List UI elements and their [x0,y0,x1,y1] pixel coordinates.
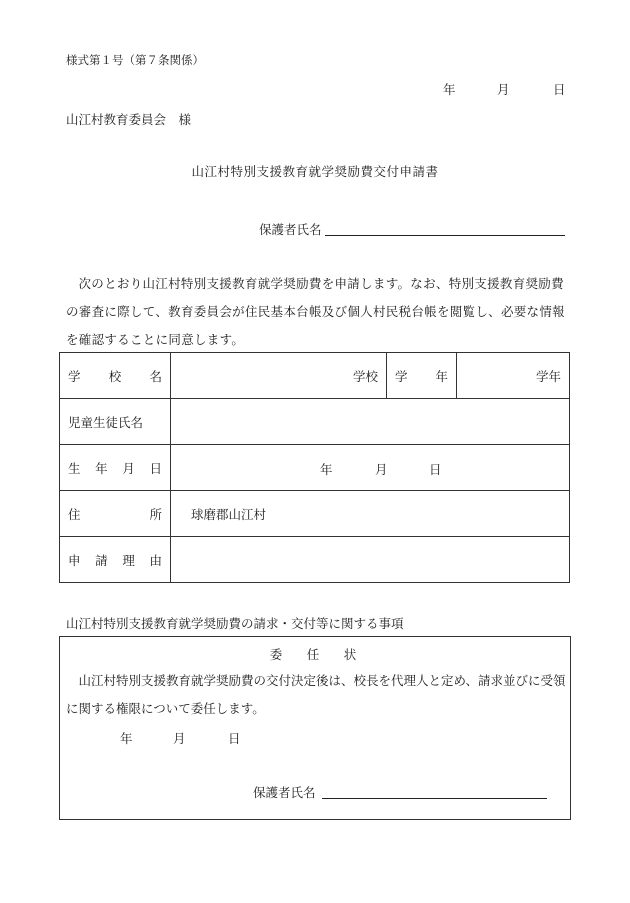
grade-label-char: 年 [435,368,448,384]
school-suffix: 学校 [352,368,378,384]
table-row [60,491,570,537]
birth-month-label: 月 [375,461,388,477]
proxy-day-label: 日 [228,731,241,746]
school-label-char: 校 [108,368,122,384]
reason-label-char: 理 [122,552,135,568]
student-name-label [60,399,171,445]
address-label-char: 所 [149,506,162,522]
proxy-month-label: 月 [173,731,186,746]
birth-year-label: 年 [320,461,333,477]
student-name-field[interactable] [171,399,570,445]
school-label [60,353,171,399]
page-title: 山江村特別支援教育就学奨励費交付申請書 [191,164,439,179]
table-row [60,353,570,399]
reason-label [60,537,171,583]
proxy-guardian-name-label: 保護者氏名 [253,785,316,800]
address-label-char: 住 [68,506,81,522]
date-year-label: 年 [443,82,456,97]
address-field[interactable] [171,491,570,537]
proxy-text: 山江村特別支援教育就学奨励費の交付決定後は、校長を代理人と定め、請求並びに受領に関する権限について委任します。 [66,673,566,716]
address-label [60,491,171,537]
birthdate-field[interactable] [171,445,570,491]
table-row [60,537,570,583]
grade-suffix: 学年 [535,368,561,384]
consent-text: 次のとおり山江村特別支援教育就学奨励費を申請します。なお、特別支援教育奨励費の審査に際して、教育委員会が住民基本台帳及び個人村民税台帳を閲覧し、必要な情報を確認することに同意します。 [66,276,565,347]
proxy-section-heading: 山江村特別支援教育就学奨励費の請求・交付等に関する事項 [66,616,404,631]
proxy-year-label: 年 [120,731,133,746]
proxy-guardian-name-field[interactable] [322,798,547,799]
table-row [60,399,570,445]
birthdate-label-char: 月 [122,460,135,476]
reason-label-char: 申 [68,552,81,568]
grade-label-char: 学 [395,368,408,384]
address-value: 球磨郡山江村 [191,506,267,522]
reason-field[interactable] [171,537,570,583]
addressee: 山江村教育委員会 様 [66,112,192,127]
grade-label [387,353,457,399]
table-row [60,445,570,491]
reason-label-char: 由 [149,552,162,568]
date-month-label: 月 [497,82,510,97]
birthdate-label-char: 生 [68,460,81,476]
form-number: 様式第１号（第７条関係） [66,53,204,67]
school-label-char: 名 [149,368,162,384]
school-label-char: 学 [68,368,81,384]
date-day-label: 日 [553,82,566,97]
reason-label-char: 請 [95,552,108,568]
proxy-title: 委 任 状 [269,647,363,662]
application-table [59,352,570,583]
guardian-name-field[interactable] [325,235,565,236]
birthdate-label-char: 年 [95,460,108,476]
student-name-label-text: 児童生徒氏名 [68,414,144,430]
guardian-name-label: 保護者氏名 [259,222,322,237]
power-of-attorney-box [59,636,571,820]
grade-field[interactable] [457,353,570,399]
birthdate-label [60,445,171,491]
school-name-field[interactable] [171,353,387,399]
birth-day-label: 日 [429,461,442,477]
birthdate-label-char: 日 [149,460,162,476]
